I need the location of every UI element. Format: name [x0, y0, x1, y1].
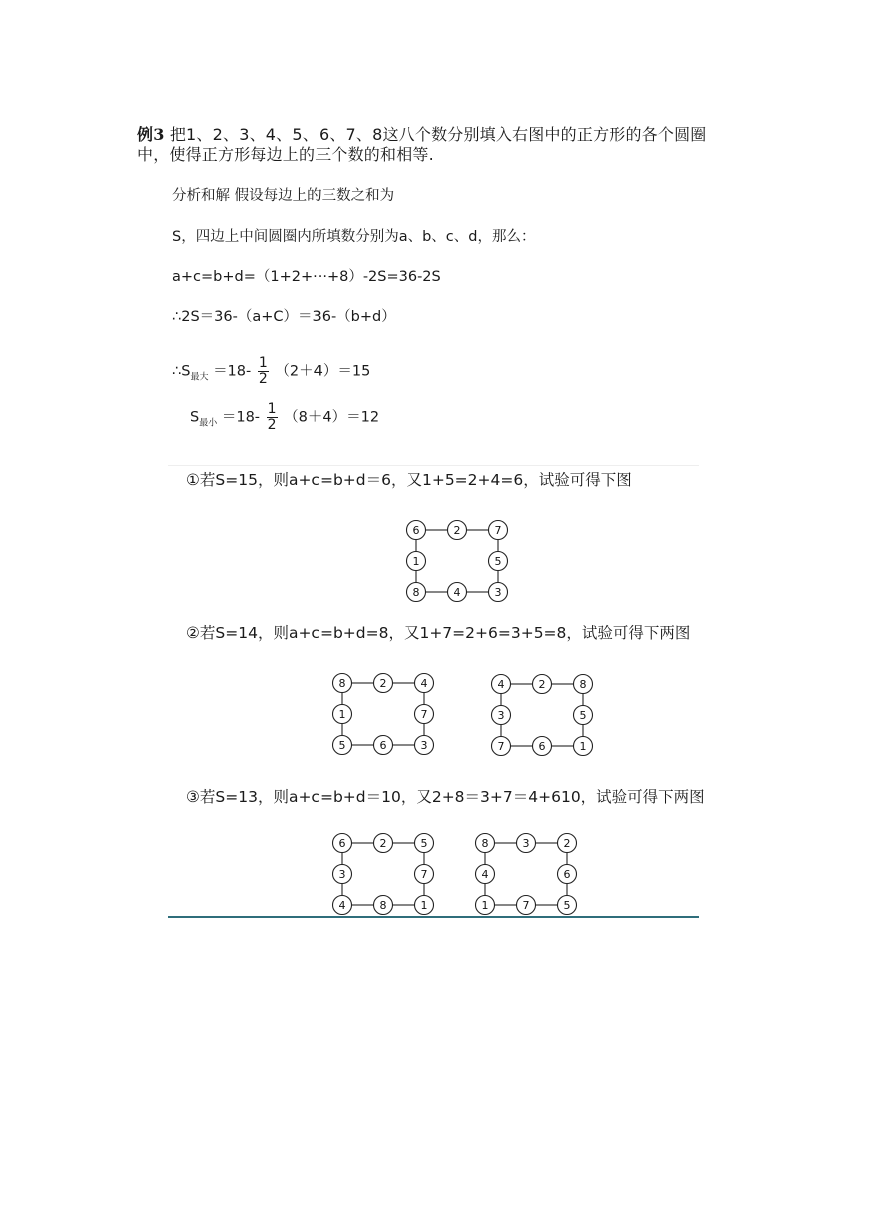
section-divider: [168, 465, 699, 466]
number-circle-bl: [407, 583, 426, 602]
circle-number-bm: 4: [453, 586, 461, 599]
number-circle-tm: [374, 834, 393, 853]
circle-number-tm: 2: [379, 837, 387, 850]
circle-number-br: 1: [420, 899, 428, 912]
smax-mid: ＝18-: [213, 363, 252, 380]
circle-number-ml: 4: [481, 868, 489, 881]
smin-fraction: [267, 402, 278, 433]
circle-number-tr: 7: [494, 524, 502, 537]
square-svg: [331, 672, 435, 756]
number-circle-tr: [574, 675, 593, 694]
circle-number-br: 3: [420, 739, 428, 752]
square-diagram-case2-right: [490, 673, 594, 761]
number-circle-mr: [574, 706, 593, 725]
problem-line-2: 中，使得正方形每边上的三个数的和相等.: [137, 145, 434, 164]
number-circle-bm: [517, 896, 536, 915]
bottom-rule: [168, 916, 699, 918]
square-svg: [474, 832, 578, 916]
circle-number-bl: 7: [497, 740, 505, 753]
smax-numerator: 1: [258, 355, 268, 371]
number-circle-tl: [476, 834, 495, 853]
number-circle-br: [415, 736, 434, 755]
problem-text-1: 把1、2、3、4、5、6、7、8这八个数分别填入右图中的正方形的各个圆圈: [169, 125, 707, 144]
number-circle-mr: [415, 865, 434, 884]
circle-number-bl: 5: [338, 739, 346, 752]
circle-number-br: 1: [579, 740, 587, 753]
circle-number-tr: 2: [563, 837, 571, 850]
circle-number-bl: 4: [338, 899, 346, 912]
circle-number-br: 5: [563, 899, 571, 912]
circle-number-mr: 5: [579, 709, 587, 722]
circle-number-tm: 3: [522, 837, 530, 850]
number-circle-tr: [558, 834, 577, 853]
number-circle-br: [558, 896, 577, 915]
number-circle-tl: [407, 521, 426, 540]
number-circle-br: [489, 583, 508, 602]
number-circle-tm: [374, 674, 393, 693]
circle-number-tl: 6: [412, 524, 420, 537]
number-circle-mr: [558, 865, 577, 884]
circle-number-tr: 8: [579, 678, 587, 691]
number-circle-tm: [448, 521, 467, 540]
number-circle-tl: [492, 675, 511, 694]
formula-2s: ∴2S＝36-（a+C）＝36-（b+d）: [172, 309, 396, 325]
circle-number-ml: 3: [338, 868, 346, 881]
number-circle-bm: [533, 737, 552, 756]
circle-number-tm: 2: [538, 678, 546, 691]
number-circle-bl: [476, 896, 495, 915]
circle-number-mr: 7: [420, 708, 428, 721]
number-circle-ml: [333, 705, 352, 724]
circle-number-tl: 8: [338, 677, 346, 690]
smin-prefix: S: [190, 409, 200, 426]
number-circle-tm: [517, 834, 536, 853]
case-3-text: ③若S=13，则a+c=b+d＝10，又2+8＝3+7＝4+610，试验可得下两图: [186, 788, 705, 806]
case-1-text: ①若S=15，则a+c=b+d＝6，又1+5=2+4=6，试验可得下图: [186, 471, 632, 489]
square-svg: [405, 519, 509, 603]
problem-line-1: [137, 126, 706, 144]
circle-number-tl: 8: [481, 837, 489, 850]
circle-number-bm: 7: [522, 899, 530, 912]
circle-number-mr: 6: [563, 868, 571, 881]
number-circle-ml: [407, 552, 426, 571]
number-circle-bm: [374, 896, 393, 915]
number-circle-ml: [333, 865, 352, 884]
square-diagram-case3-left: [331, 832, 435, 920]
number-circle-br: [574, 737, 593, 756]
circle-number-ml: 1: [338, 708, 346, 721]
number-circle-mr: [415, 705, 434, 724]
formula-sum: a+c=b+d=（1+2+···+8）-2S=36-2S: [172, 269, 441, 285]
circle-number-bm: 8: [379, 899, 387, 912]
formula-smin: [190, 402, 379, 434]
smax-denominator: 2: [258, 371, 268, 387]
number-circle-tr: [489, 521, 508, 540]
case-2-text: ②若S=14，则a+c=b+d=8，又1+7=2+6=3+5=8，试验可得下两图: [186, 624, 691, 642]
number-circle-bl: [492, 737, 511, 756]
circle-number-tr: 4: [420, 677, 428, 690]
smin-sub: 最小: [199, 418, 218, 429]
smax-fraction: [258, 356, 269, 387]
number-circle-tl: [333, 834, 352, 853]
number-circle-bl: [333, 896, 352, 915]
formula-smax: [172, 356, 370, 388]
square-diagram-case2-left: [331, 672, 435, 760]
analysis-line-2: S，四边上中间圆圈内所填数分别为a、b、c、d，那么：: [172, 229, 536, 245]
square-svg: [490, 673, 594, 757]
circle-number-tl: 6: [338, 837, 346, 850]
number-circle-tr: [415, 674, 434, 693]
number-circle-tr: [415, 834, 434, 853]
number-circle-bl: [333, 736, 352, 755]
smin-mid: ＝18-: [221, 409, 261, 426]
smax-prefix: ∴S: [172, 363, 191, 380]
circle-number-ml: 3: [497, 709, 505, 722]
number-circle-tl: [333, 674, 352, 693]
smin-suffix: （8＋4）＝12: [284, 409, 380, 426]
square-diagram-case1: [405, 519, 509, 607]
circle-number-bm: 6: [379, 739, 387, 752]
circle-number-br: 3: [494, 586, 502, 599]
circle-number-tm: 2: [453, 524, 461, 537]
circle-number-tm: 2: [379, 677, 387, 690]
number-circle-mr: [489, 552, 508, 571]
number-circle-ml: [476, 865, 495, 884]
number-circle-tm: [533, 675, 552, 694]
number-circle-ml: [492, 706, 511, 725]
circle-number-mr: 7: [420, 868, 428, 881]
circle-number-bm: 6: [538, 740, 546, 753]
circle-number-bl: 8: [412, 586, 420, 599]
analysis-line-1: 分析和解 假设每边上的三数之和为: [172, 188, 395, 204]
smax-suffix: （2＋4）＝15: [275, 363, 371, 380]
circle-number-tl: 4: [497, 678, 505, 691]
smax-sub: 最大: [190, 372, 209, 383]
number-circle-bm: [374, 736, 393, 755]
square-svg: [331, 832, 435, 916]
number-circle-br: [415, 896, 434, 915]
circle-number-ml: 1: [412, 555, 420, 568]
problem-label: 例3: [137, 125, 165, 144]
square-diagram-case3-right: [474, 832, 578, 920]
circle-number-mr: 5: [494, 555, 502, 568]
circle-number-tr: 5: [420, 837, 428, 850]
number-circle-bm: [448, 583, 467, 602]
smin-denominator: 2: [267, 417, 277, 433]
circle-number-bl: 1: [481, 899, 489, 912]
smin-numerator: 1: [267, 401, 277, 417]
